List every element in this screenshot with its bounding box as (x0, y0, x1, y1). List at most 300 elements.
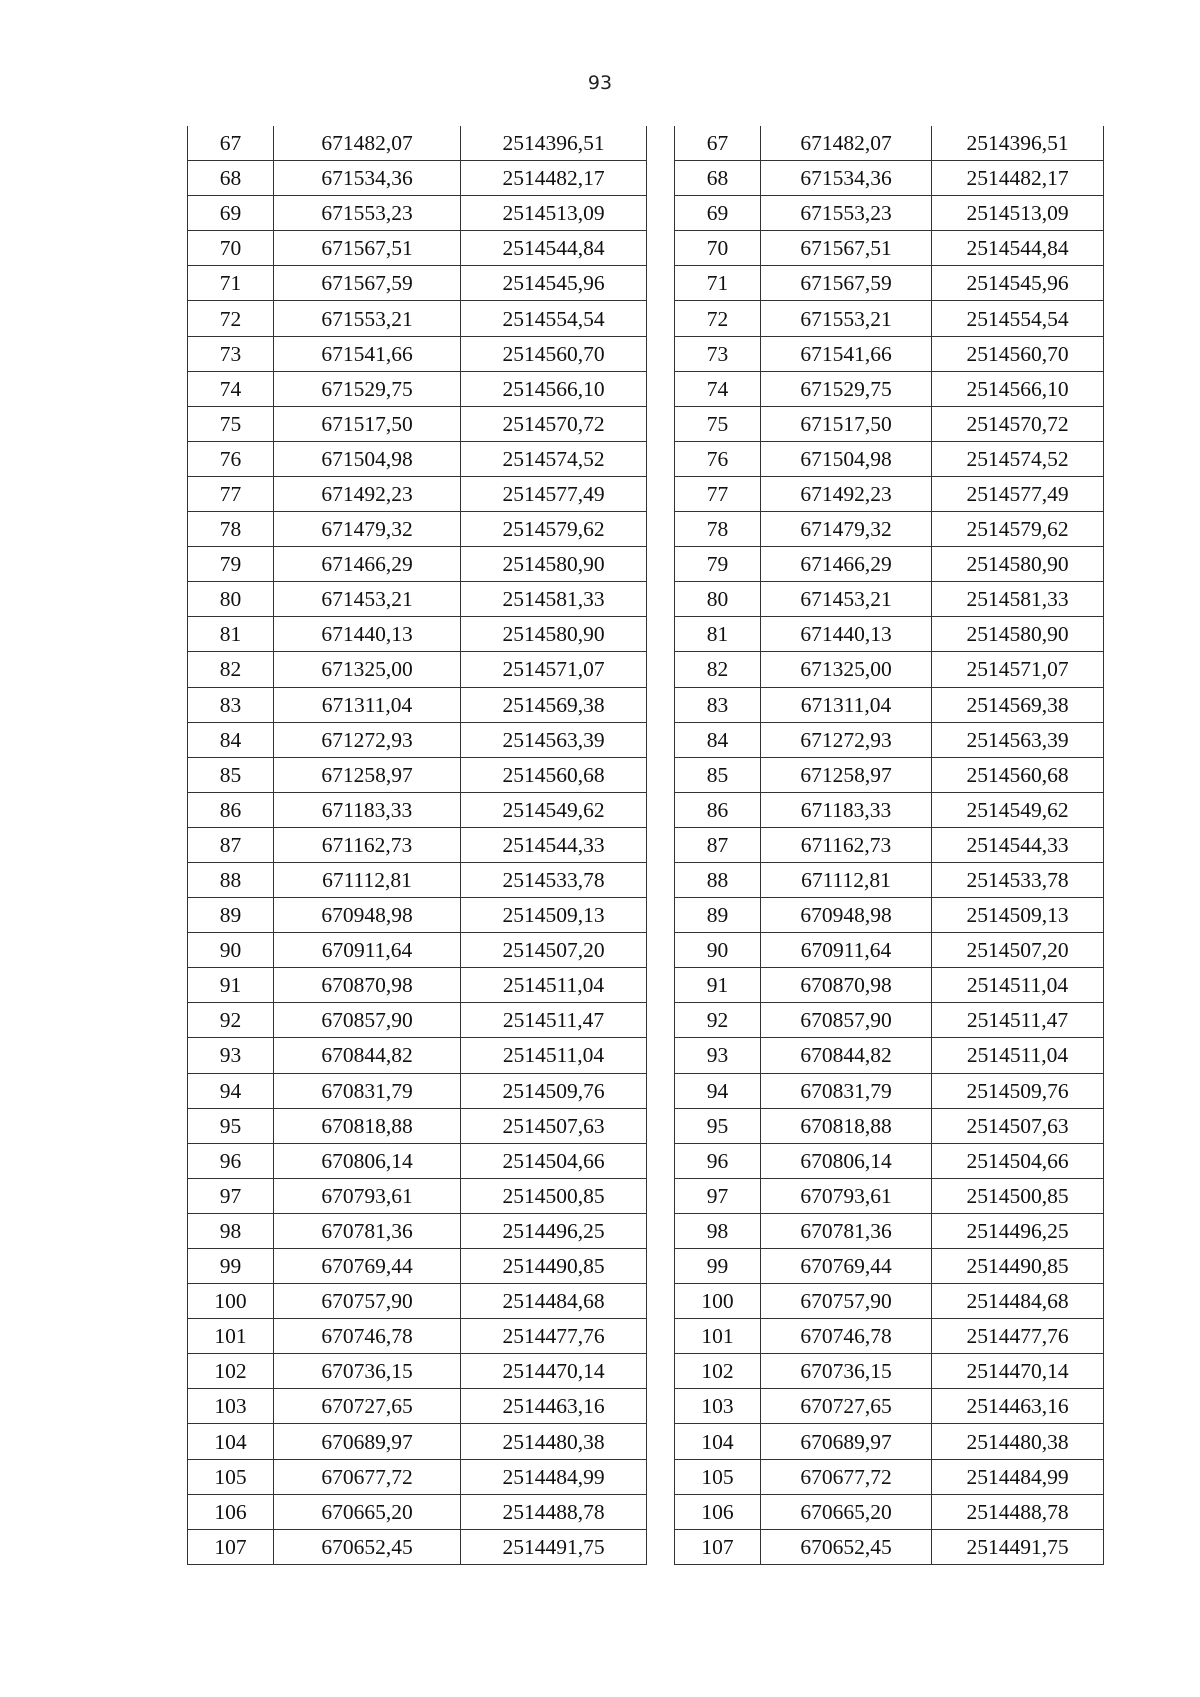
point-number-cell: 80 (675, 582, 761, 617)
x-coordinate-cell: 670677,72 (761, 1459, 932, 1494)
y-coordinate-cell: 2514544,84 (932, 231, 1104, 266)
x-coordinate-cell: 671162,73 (274, 827, 461, 862)
table-row (188, 1319, 647, 1354)
table-row (675, 371, 1104, 406)
x-coordinate-cell: 671272,93 (274, 722, 461, 757)
point-number-cell: 102 (188, 1354, 274, 1389)
table-row (675, 862, 1104, 897)
point-number-cell: 83 (188, 687, 274, 722)
y-coordinate-cell: 2514491,75 (461, 1529, 647, 1564)
y-coordinate-cell: 2514496,25 (932, 1213, 1104, 1248)
y-coordinate-cell: 2514544,84 (461, 231, 647, 266)
y-coordinate-cell: 2514577,49 (461, 476, 647, 511)
x-coordinate-cell: 670665,20 (761, 1494, 932, 1529)
point-number-cell: 96 (188, 1143, 274, 1178)
table-row (188, 827, 647, 862)
table-row (188, 1073, 647, 1108)
point-number-cell: 82 (675, 652, 761, 687)
y-coordinate-cell: 2514480,38 (461, 1424, 647, 1459)
point-number-cell: 69 (675, 196, 761, 231)
table-row (675, 898, 1104, 933)
x-coordinate-cell: 670870,98 (274, 968, 461, 1003)
table-row (188, 371, 647, 406)
table-row (188, 161, 647, 196)
table-row (188, 1494, 647, 1529)
x-coordinate-cell: 671112,81 (761, 862, 932, 897)
table-row (675, 1319, 1104, 1354)
coordinates-table-body (188, 126, 647, 1564)
point-number-cell: 93 (675, 1038, 761, 1073)
x-coordinate-cell: 670736,15 (274, 1354, 461, 1389)
point-number-cell: 68 (675, 161, 761, 196)
y-coordinate-cell: 2514470,14 (461, 1354, 647, 1389)
table-row (675, 1529, 1104, 1564)
x-coordinate-cell: 671311,04 (274, 687, 461, 722)
point-number-cell: 99 (188, 1249, 274, 1284)
x-coordinate-cell: 670727,65 (274, 1389, 461, 1424)
point-number-cell: 73 (188, 336, 274, 371)
point-number-cell: 71 (188, 266, 274, 301)
table-row (188, 126, 647, 161)
point-number-cell: 91 (188, 968, 274, 1003)
y-coordinate-cell: 2514504,66 (932, 1143, 1104, 1178)
y-coordinate-cell: 2514579,62 (461, 512, 647, 547)
x-coordinate-cell: 671325,00 (761, 652, 932, 687)
table-row (675, 336, 1104, 371)
table-row (188, 406, 647, 441)
x-coordinate-cell: 671183,33 (761, 792, 932, 827)
table-row (675, 652, 1104, 687)
y-coordinate-cell: 2514484,99 (461, 1459, 647, 1494)
x-coordinate-cell: 670948,98 (274, 898, 461, 933)
y-coordinate-cell: 2514396,51 (461, 126, 647, 161)
y-coordinate-cell: 2514484,99 (932, 1459, 1104, 1494)
x-coordinate-cell: 670818,88 (761, 1108, 932, 1143)
point-number-cell: 106 (675, 1494, 761, 1529)
x-coordinate-cell: 670806,14 (274, 1143, 461, 1178)
x-coordinate-cell: 671272,93 (761, 722, 932, 757)
y-coordinate-cell: 2514560,70 (461, 336, 647, 371)
point-number-cell: 100 (188, 1284, 274, 1319)
table-row (188, 862, 647, 897)
x-coordinate-cell: 670857,90 (274, 1003, 461, 1038)
y-coordinate-cell: 2514577,49 (932, 476, 1104, 511)
x-coordinate-cell: 671529,75 (274, 371, 461, 406)
x-coordinate-cell: 671482,07 (761, 126, 932, 161)
y-coordinate-cell: 2514549,62 (461, 792, 647, 827)
x-coordinate-cell: 671258,97 (761, 757, 932, 792)
x-coordinate-cell: 671183,33 (274, 792, 461, 827)
point-number-cell: 77 (188, 476, 274, 511)
point-number-cell: 95 (188, 1108, 274, 1143)
y-coordinate-cell: 2514496,25 (461, 1213, 647, 1248)
table-row (188, 1424, 647, 1459)
table-row (675, 301, 1104, 336)
table-row (188, 687, 647, 722)
table-row (188, 441, 647, 476)
point-number-cell: 88 (675, 862, 761, 897)
table-row (188, 301, 647, 336)
point-number-cell: 97 (675, 1178, 761, 1213)
x-coordinate-cell: 671482,07 (274, 126, 461, 161)
table-row (188, 722, 647, 757)
table-row (675, 757, 1104, 792)
y-coordinate-cell: 2514482,17 (932, 161, 1104, 196)
x-coordinate-cell: 671541,66 (761, 336, 932, 371)
y-coordinate-cell: 2514544,33 (461, 827, 647, 862)
table-row (675, 933, 1104, 968)
x-coordinate-cell: 670831,79 (274, 1073, 461, 1108)
table-row (188, 898, 647, 933)
table-row (675, 1249, 1104, 1284)
y-coordinate-cell: 2514513,09 (932, 196, 1104, 231)
point-number-cell: 89 (675, 898, 761, 933)
y-coordinate-cell: 2514490,85 (932, 1249, 1104, 1284)
point-number-cell: 103 (675, 1389, 761, 1424)
y-coordinate-cell: 2514563,39 (461, 722, 647, 757)
y-coordinate-cell: 2514511,04 (932, 1038, 1104, 1073)
coordinates-table-right (674, 126, 1104, 1565)
x-coordinate-cell: 671258,97 (274, 757, 461, 792)
x-coordinate-cell: 671553,23 (274, 196, 461, 231)
table-row (188, 512, 647, 547)
y-coordinate-cell: 2514580,90 (461, 617, 647, 652)
x-coordinate-cell: 671466,29 (761, 547, 932, 582)
x-coordinate-cell: 670769,44 (761, 1249, 932, 1284)
y-coordinate-cell: 2514477,76 (932, 1319, 1104, 1354)
coordinates-table-left (187, 126, 647, 1565)
point-number-cell: 92 (675, 1003, 761, 1038)
table-row (675, 617, 1104, 652)
table-row (675, 1038, 1104, 1073)
y-coordinate-cell: 2514533,78 (461, 862, 647, 897)
page-number: 93 (587, 72, 613, 94)
x-coordinate-cell: 670781,36 (761, 1213, 932, 1248)
y-coordinate-cell: 2514554,54 (932, 301, 1104, 336)
y-coordinate-cell: 2514463,16 (461, 1389, 647, 1424)
point-number-cell: 94 (675, 1073, 761, 1108)
point-number-cell: 67 (188, 126, 274, 161)
point-number-cell: 97 (188, 1178, 274, 1213)
y-coordinate-cell: 2514533,78 (932, 862, 1104, 897)
point-number-cell: 104 (675, 1424, 761, 1459)
y-coordinate-cell: 2514571,07 (461, 652, 647, 687)
x-coordinate-cell: 670689,97 (761, 1424, 932, 1459)
y-coordinate-cell: 2514511,04 (461, 1038, 647, 1073)
y-coordinate-cell: 2514545,96 (461, 266, 647, 301)
x-coordinate-cell: 671492,23 (274, 476, 461, 511)
point-number-cell: 84 (188, 722, 274, 757)
y-coordinate-cell: 2514581,33 (932, 582, 1104, 617)
y-coordinate-cell: 2514554,54 (461, 301, 647, 336)
table-row (188, 1038, 647, 1073)
table-row (675, 827, 1104, 862)
x-coordinate-cell: 670652,45 (761, 1529, 932, 1564)
point-number-cell: 72 (675, 301, 761, 336)
y-coordinate-cell: 2514507,63 (461, 1108, 647, 1143)
x-coordinate-cell: 671553,21 (274, 301, 461, 336)
table-row (188, 196, 647, 231)
table-row (675, 1459, 1104, 1494)
y-coordinate-cell: 2514500,85 (461, 1178, 647, 1213)
point-number-cell: 98 (675, 1213, 761, 1248)
x-coordinate-cell: 670746,78 (274, 1319, 461, 1354)
y-coordinate-cell: 2514470,14 (932, 1354, 1104, 1389)
table-row (675, 1073, 1104, 1108)
x-coordinate-cell: 670757,90 (274, 1284, 461, 1319)
y-coordinate-cell: 2514511,04 (932, 968, 1104, 1003)
table-row (675, 196, 1104, 231)
y-coordinate-cell: 2514570,72 (932, 406, 1104, 441)
point-number-cell: 90 (675, 933, 761, 968)
point-number-cell: 69 (188, 196, 274, 231)
x-coordinate-cell: 670911,64 (274, 933, 461, 968)
table-row (675, 582, 1104, 617)
point-number-cell: 93 (188, 1038, 274, 1073)
x-coordinate-cell: 671567,51 (761, 231, 932, 266)
y-coordinate-cell: 2514563,39 (932, 722, 1104, 757)
y-coordinate-cell: 2514507,20 (461, 933, 647, 968)
y-coordinate-cell: 2514500,85 (932, 1178, 1104, 1213)
y-coordinate-cell: 2514509,76 (932, 1073, 1104, 1108)
x-coordinate-cell: 670727,65 (761, 1389, 932, 1424)
x-coordinate-cell: 671534,36 (761, 161, 932, 196)
x-coordinate-cell: 670793,61 (274, 1178, 461, 1213)
table-row (188, 1459, 647, 1494)
table-row (675, 1494, 1104, 1529)
x-coordinate-cell: 670736,15 (761, 1354, 932, 1389)
x-coordinate-cell: 671453,21 (274, 582, 461, 617)
table-row (188, 1249, 647, 1284)
x-coordinate-cell: 671311,04 (761, 687, 932, 722)
x-coordinate-cell: 670793,61 (761, 1178, 932, 1213)
point-number-cell: 103 (188, 1389, 274, 1424)
table-row (675, 687, 1104, 722)
point-number-cell: 95 (675, 1108, 761, 1143)
point-number-cell: 78 (188, 512, 274, 547)
table-row (675, 1143, 1104, 1178)
point-number-cell: 98 (188, 1213, 274, 1248)
x-coordinate-cell: 670870,98 (761, 968, 932, 1003)
point-number-cell: 105 (188, 1459, 274, 1494)
x-coordinate-cell: 671553,21 (761, 301, 932, 336)
y-coordinate-cell: 2514574,52 (932, 441, 1104, 476)
point-number-cell: 86 (188, 792, 274, 827)
point-number-cell: 102 (675, 1354, 761, 1389)
point-number-cell: 76 (675, 441, 761, 476)
table-row (675, 1424, 1104, 1459)
table-row (675, 266, 1104, 301)
y-coordinate-cell: 2514484,68 (932, 1284, 1104, 1319)
point-number-cell: 79 (675, 547, 761, 582)
y-coordinate-cell: 2514511,47 (461, 1003, 647, 1038)
table-row (675, 547, 1104, 582)
table-row (675, 722, 1104, 757)
x-coordinate-cell: 670831,79 (761, 1073, 932, 1108)
x-coordinate-cell: 671504,98 (761, 441, 932, 476)
table-row (188, 1529, 647, 1564)
y-coordinate-cell: 2514480,38 (932, 1424, 1104, 1459)
x-coordinate-cell: 671553,23 (761, 196, 932, 231)
x-coordinate-cell: 670818,88 (274, 1108, 461, 1143)
point-number-cell: 73 (675, 336, 761, 371)
x-coordinate-cell: 671162,73 (761, 827, 932, 862)
table-row (188, 1003, 647, 1038)
y-coordinate-cell: 2514544,33 (932, 827, 1104, 862)
x-coordinate-cell: 670781,36 (274, 1213, 461, 1248)
x-coordinate-cell: 670911,64 (761, 933, 932, 968)
point-number-cell: 90 (188, 933, 274, 968)
y-coordinate-cell: 2514463,16 (932, 1389, 1104, 1424)
point-number-cell: 105 (675, 1459, 761, 1494)
point-number-cell: 107 (188, 1529, 274, 1564)
x-coordinate-cell: 671567,59 (274, 266, 461, 301)
y-coordinate-cell: 2514571,07 (932, 652, 1104, 687)
point-number-cell: 85 (675, 757, 761, 792)
table-row (188, 1108, 647, 1143)
point-number-cell: 81 (188, 617, 274, 652)
y-coordinate-cell: 2514509,13 (932, 898, 1104, 933)
x-coordinate-cell: 670844,82 (761, 1038, 932, 1073)
x-coordinate-cell: 671567,51 (274, 231, 461, 266)
y-coordinate-cell: 2514482,17 (461, 161, 647, 196)
x-coordinate-cell: 671440,13 (761, 617, 932, 652)
table-row (675, 1389, 1104, 1424)
x-coordinate-cell: 671453,21 (761, 582, 932, 617)
point-number-cell: 81 (675, 617, 761, 652)
table-row (188, 231, 647, 266)
point-number-cell: 86 (675, 792, 761, 827)
y-coordinate-cell: 2514490,85 (461, 1249, 647, 1284)
y-coordinate-cell: 2514560,68 (461, 757, 647, 792)
coordinates-table-body (675, 126, 1104, 1564)
x-coordinate-cell: 670757,90 (761, 1284, 932, 1319)
y-coordinate-cell: 2514570,72 (461, 406, 647, 441)
point-number-cell: 106 (188, 1494, 274, 1529)
y-coordinate-cell: 2514566,10 (932, 371, 1104, 406)
x-coordinate-cell: 670746,78 (761, 1319, 932, 1354)
table-row (675, 1178, 1104, 1213)
point-number-cell: 67 (675, 126, 761, 161)
point-number-cell: 76 (188, 441, 274, 476)
point-number-cell: 80 (188, 582, 274, 617)
table-row (188, 1213, 647, 1248)
x-coordinate-cell: 670769,44 (274, 1249, 461, 1284)
point-number-cell: 85 (188, 757, 274, 792)
x-coordinate-cell: 671325,00 (274, 652, 461, 687)
table-row (188, 582, 647, 617)
x-coordinate-cell: 671479,32 (761, 512, 932, 547)
y-coordinate-cell: 2514549,62 (932, 792, 1104, 827)
table-row (675, 792, 1104, 827)
table-row (675, 1354, 1104, 1389)
table-row (675, 1284, 1104, 1319)
point-number-cell: 82 (188, 652, 274, 687)
point-number-cell: 68 (188, 161, 274, 196)
table-row (675, 512, 1104, 547)
point-number-cell: 83 (675, 687, 761, 722)
y-coordinate-cell: 2514488,78 (932, 1494, 1104, 1529)
point-number-cell: 70 (188, 231, 274, 266)
x-coordinate-cell: 670677,72 (274, 1459, 461, 1494)
table-row (675, 476, 1104, 511)
table-row (188, 757, 647, 792)
point-number-cell: 78 (675, 512, 761, 547)
point-number-cell: 79 (188, 547, 274, 582)
point-number-cell: 87 (188, 827, 274, 862)
table-row (675, 161, 1104, 196)
x-coordinate-cell: 671541,66 (274, 336, 461, 371)
table-row (675, 441, 1104, 476)
table-row (675, 1108, 1104, 1143)
table-row (188, 1178, 647, 1213)
table-row (675, 968, 1104, 1003)
table-row (675, 1213, 1104, 1248)
x-coordinate-cell: 671479,32 (274, 512, 461, 547)
table-row (675, 1003, 1104, 1038)
point-number-cell: 107 (675, 1529, 761, 1564)
x-coordinate-cell: 671517,50 (761, 406, 932, 441)
point-number-cell: 75 (675, 406, 761, 441)
y-coordinate-cell: 2514507,20 (932, 933, 1104, 968)
point-number-cell: 99 (675, 1249, 761, 1284)
x-coordinate-cell: 671517,50 (274, 406, 461, 441)
x-coordinate-cell: 670948,98 (761, 898, 932, 933)
y-coordinate-cell: 2514566,10 (461, 371, 647, 406)
point-number-cell: 104 (188, 1424, 274, 1459)
x-coordinate-cell: 671492,23 (761, 476, 932, 511)
x-coordinate-cell: 671567,59 (761, 266, 932, 301)
point-number-cell: 87 (675, 827, 761, 862)
x-coordinate-cell: 671112,81 (274, 862, 461, 897)
y-coordinate-cell: 2514545,96 (932, 266, 1104, 301)
x-coordinate-cell: 670665,20 (274, 1494, 461, 1529)
y-coordinate-cell: 2514509,76 (461, 1073, 647, 1108)
y-coordinate-cell: 2514507,63 (932, 1108, 1104, 1143)
point-number-cell: 96 (675, 1143, 761, 1178)
table-row (188, 266, 647, 301)
x-coordinate-cell: 671529,75 (761, 371, 932, 406)
point-number-cell: 101 (675, 1319, 761, 1354)
y-coordinate-cell: 2514504,66 (461, 1143, 647, 1178)
point-number-cell: 89 (188, 898, 274, 933)
y-coordinate-cell: 2514396,51 (932, 126, 1104, 161)
point-number-cell: 74 (188, 371, 274, 406)
table-row (188, 336, 647, 371)
table-row (188, 933, 647, 968)
table-row (188, 1389, 647, 1424)
y-coordinate-cell: 2514579,62 (932, 512, 1104, 547)
point-number-cell: 92 (188, 1003, 274, 1038)
point-number-cell: 88 (188, 862, 274, 897)
table-row (188, 617, 647, 652)
table-row (188, 1284, 647, 1319)
y-coordinate-cell: 2514484,68 (461, 1284, 647, 1319)
point-number-cell: 72 (188, 301, 274, 336)
table-row (188, 652, 647, 687)
point-number-cell: 70 (675, 231, 761, 266)
point-number-cell: 101 (188, 1319, 274, 1354)
point-number-cell: 71 (675, 266, 761, 301)
table-row (188, 1143, 647, 1178)
y-coordinate-cell: 2514569,38 (461, 687, 647, 722)
y-coordinate-cell: 2514477,76 (461, 1319, 647, 1354)
point-number-cell: 75 (188, 406, 274, 441)
y-coordinate-cell: 2514580,90 (932, 547, 1104, 582)
table-row (675, 406, 1104, 441)
point-number-cell: 84 (675, 722, 761, 757)
point-number-cell: 91 (675, 968, 761, 1003)
